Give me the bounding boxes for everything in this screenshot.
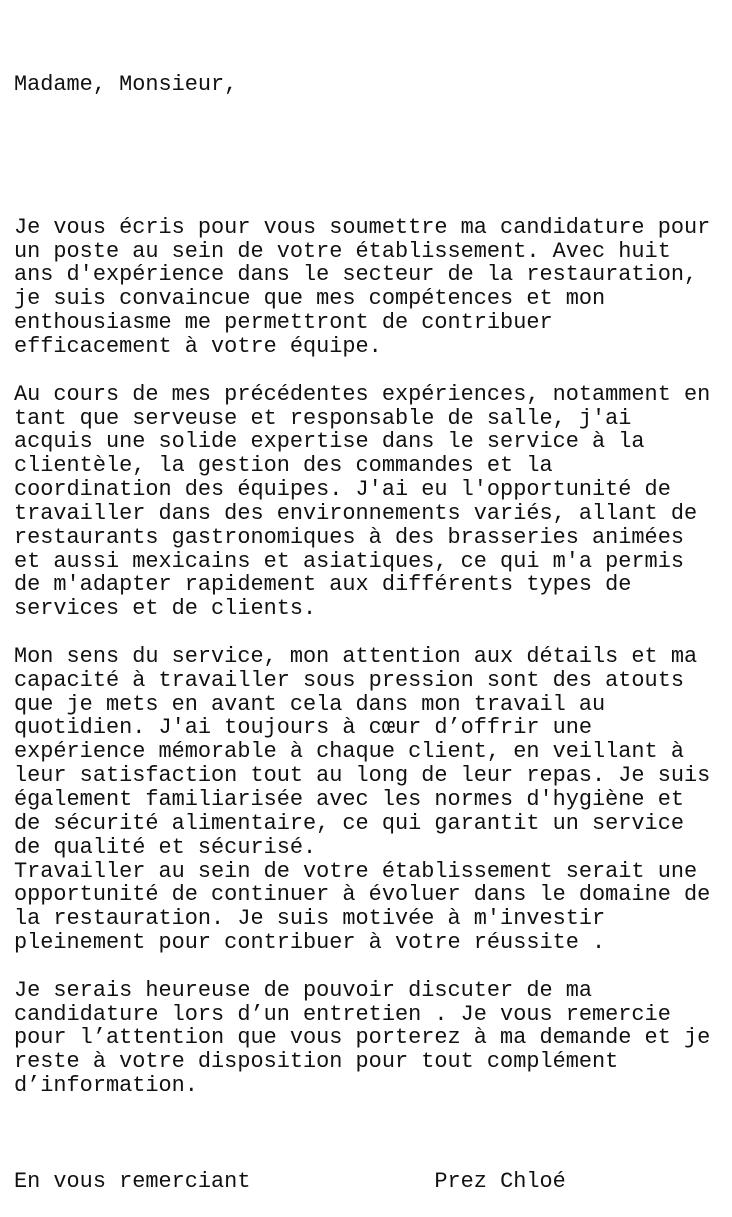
letter-body bbox=[14, 25, 710, 1217]
text-line: efficacement à votre équipe. bbox=[14, 333, 382, 359]
text-line: que je mets en avant cela dans mon travail au bbox=[14, 691, 606, 717]
text-line: Au cours de mes précédentes expériences, notamment en bbox=[14, 381, 711, 407]
text-line: pour l’attention que vous porterez à ma demande et je bbox=[14, 1025, 711, 1051]
text-line: services et de clients. bbox=[14, 596, 317, 622]
spacer bbox=[250, 1169, 434, 1194]
blank-line bbox=[14, 621, 710, 645]
text-line: de sécurité alimentaire, ce qui garantit un service bbox=[14, 810, 684, 836]
text-line: Je serais heureuse de pouvoir discuter de ma bbox=[14, 977, 593, 1003]
text-line: pleinement pour contribuer à votre réussite . bbox=[14, 930, 606, 956]
text-line: de qualité et sécurisé. bbox=[14, 834, 317, 860]
blank-line bbox=[14, 144, 710, 168]
salutation: Madame, Monsieur, bbox=[14, 71, 238, 97]
text-line: Je vous écris pour vous soumettre ma candidature pour bbox=[14, 214, 711, 240]
paragraph bbox=[14, 216, 710, 359]
text-line: tant que serveuse et responsable de salle, j'ai bbox=[14, 405, 632, 431]
paragraph bbox=[14, 383, 710, 621]
text-line: opportunité de continuer à évoluer dans le domaine de bbox=[14, 882, 711, 908]
text-line: clientèle, la gestion des commandes et la bbox=[14, 453, 553, 479]
closing-line bbox=[14, 1170, 710, 1194]
text-line: ans d'expérience dans le secteur de la restauration, bbox=[14, 262, 698, 288]
signature: Prez Chloé bbox=[434, 1168, 566, 1194]
text-line: candidature lors d’un entretien . Je vous remercie bbox=[14, 1001, 671, 1027]
text-line: je suis convaincue que mes compétences et mon bbox=[14, 286, 606, 312]
blank-line bbox=[14, 1098, 710, 1122]
text-line: quotidien. J'ai toujours à cœur d’offrir une bbox=[14, 715, 593, 741]
text-line: capacité à travailler sous pression sont des atouts bbox=[14, 667, 684, 693]
text-line: Travailler au sein de votre établissement serait une bbox=[14, 858, 698, 884]
blank-line bbox=[14, 359, 710, 383]
text-line: acquis une solide expertise dans le service à la bbox=[14, 429, 645, 455]
text-line: d’information. bbox=[14, 1073, 198, 1099]
text-line: la restauration. Je suis motivée à m'investir bbox=[14, 906, 606, 932]
blank-line bbox=[14, 955, 710, 979]
paragraphs bbox=[14, 216, 710, 1122]
text-line: restaurants gastronomiques à des brasseries animées bbox=[14, 524, 684, 550]
text-line: reste à votre disposition pour tout complément bbox=[14, 1049, 619, 1075]
text-line: également familiarisée avec les normes d'hygiène et bbox=[14, 787, 684, 812]
closing: En vous remerciant bbox=[14, 1168, 251, 1194]
text-line: enthousiasme me permettront de contribuer bbox=[14, 310, 553, 336]
text-line: et aussi mexicains et asiatiques, ce qui m'a permis bbox=[14, 548, 684, 574]
text-line: leur satisfaction tout au long de leur repas. Je suis bbox=[14, 763, 711, 789]
text-line: Mon sens du service, mon attention aux détails et ma bbox=[14, 643, 698, 669]
paragraph bbox=[14, 979, 710, 1098]
text-line: travailler dans des environnements variés, allant de bbox=[14, 500, 698, 526]
text-line: un poste au sein de votre établissement. Avec huit bbox=[14, 238, 671, 264]
paragraph bbox=[14, 645, 710, 955]
text-line: de m'adapter rapidement aux différents types de bbox=[14, 572, 632, 598]
text-line: coordination des équipes. J'ai eu l'opportunité de bbox=[14, 477, 671, 503]
text-line: expérience mémorable à chaque client, en veillant à bbox=[14, 739, 684, 765]
